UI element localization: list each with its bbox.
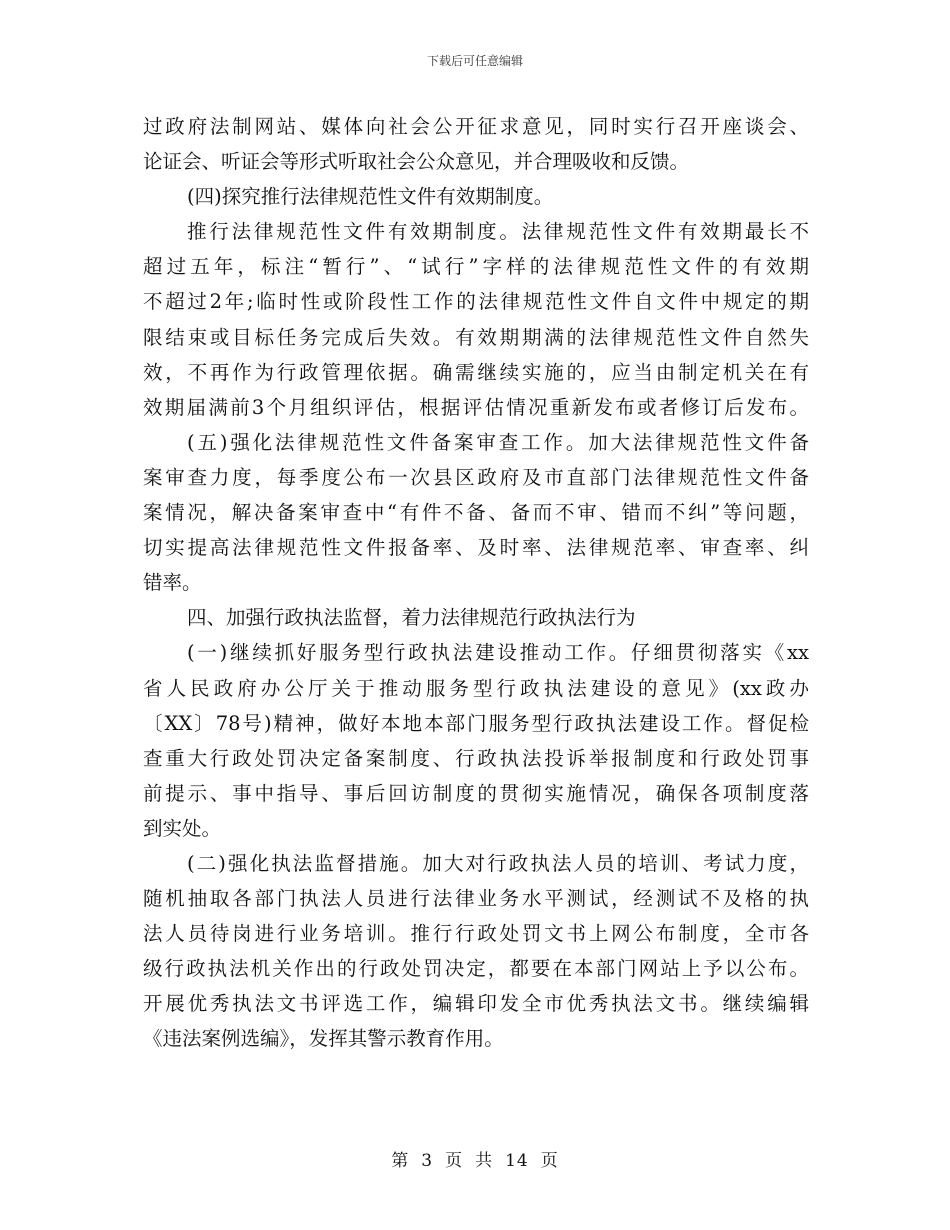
section-heading: 四、加强行政执法监督，着力法律规范行政执法行为	[187, 606, 636, 630]
section-heading: (四)探究推行法律规范性文件有效期制度。	[187, 185, 554, 209]
text-line: 不超过2年;临时性或阶段性工作的法律规范性文件自文件中规定的期	[143, 290, 809, 314]
text-line: 查重大行政处罚决定备案制度、行政执法投诉举报制度和行政处罚事	[143, 746, 809, 770]
document-body	[143, 109, 809, 1057]
page-footer	[0, 1146, 950, 1171]
text-line: (五)强化法律规范性文件备案审查工作。加大法律规范性文件备	[187, 430, 809, 454]
text-line: 错率。	[143, 571, 202, 595]
text-line: 随机抽取各部门执法人员进行法律业务水平测试，经测试不及格的执	[143, 887, 809, 911]
text-line: (一)继续抓好服务型行政执法建设推动工作。仔细贯彻落实《xx	[187, 641, 809, 665]
text-line: 案情况，解决备案审查中“有件不备、备而不审、错而不纠”等问题，	[143, 501, 809, 525]
text-line: 前提示、事中指导、事后回访制度的贯彻实施情况，确保各项制度落	[143, 781, 809, 805]
footer-suffix: 页	[540, 1151, 559, 1171]
footer-prefix: 第	[391, 1151, 410, 1171]
text-line: 法人员待岗进行业务培训。推行行政处罚文书上网公布制度，全市各	[143, 922, 809, 946]
text-line: 〔XX〕78号)精神，做好本地本部门服务型行政执法建设工作。督促检	[143, 711, 809, 735]
text-line: 论证会、听证会等形式听取社会公众意见，并合理吸收和反馈。	[143, 150, 690, 174]
text-line: 《违法案例选编》，发挥其警示教育作用。	[143, 1027, 504, 1051]
text-line: 级行政执法机关作出的行政处罚决定，都要在本部门网站上予以公布。	[143, 957, 809, 981]
text-line: 效期届满前3个月组织评估，根据评估情况重新发布或者修订后发布。	[143, 395, 809, 419]
total-pages-number: 14	[505, 1151, 529, 1171]
text-line: 开展优秀执法文书评选工作，编辑印发全市优秀执法文书。继续编辑	[143, 992, 809, 1016]
page-header-note: 下载后可任意编辑	[426, 54, 523, 68]
footer-mid2: 共	[475, 1151, 494, 1171]
text-line: 超过五年，标注“暂行”、“试行”字样的法律规范性文件的有效期	[143, 255, 809, 279]
text-line: 效，不再作为行政管理依据。确需继续实施的，应当由制定机关在有	[143, 360, 809, 384]
text-line: (二)强化执法监督措施。加大对行政执法人员的培训、考试力度，	[187, 851, 809, 875]
text-line: 限结束或目标任务完成后失效。有效期期满的法律规范性文件自然失	[143, 325, 809, 349]
text-line: 到实处。	[143, 816, 222, 840]
text-line: 切实提高法律规范性文件报备率、及时率、法律规范率、审查率、纠	[143, 536, 809, 560]
text-line: 推行法律规范性文件有效期制度。法律规范性文件有效期最长不	[187, 220, 809, 244]
text-line: 省人民政府办公厅关于推动服务型行政执法建设的意见》(xx政办	[143, 676, 809, 700]
text-line: 过政府法制网站、媒体向社会公开征求意见，同时实行召开座谈会、	[143, 115, 809, 138]
text-line: 案审查力度，每季度公布一次县区政府及市直部门法律规范性文件备	[143, 465, 809, 489]
footer-mid1: 页	[445, 1151, 464, 1171]
current-page-number: 3	[421, 1151, 434, 1171]
